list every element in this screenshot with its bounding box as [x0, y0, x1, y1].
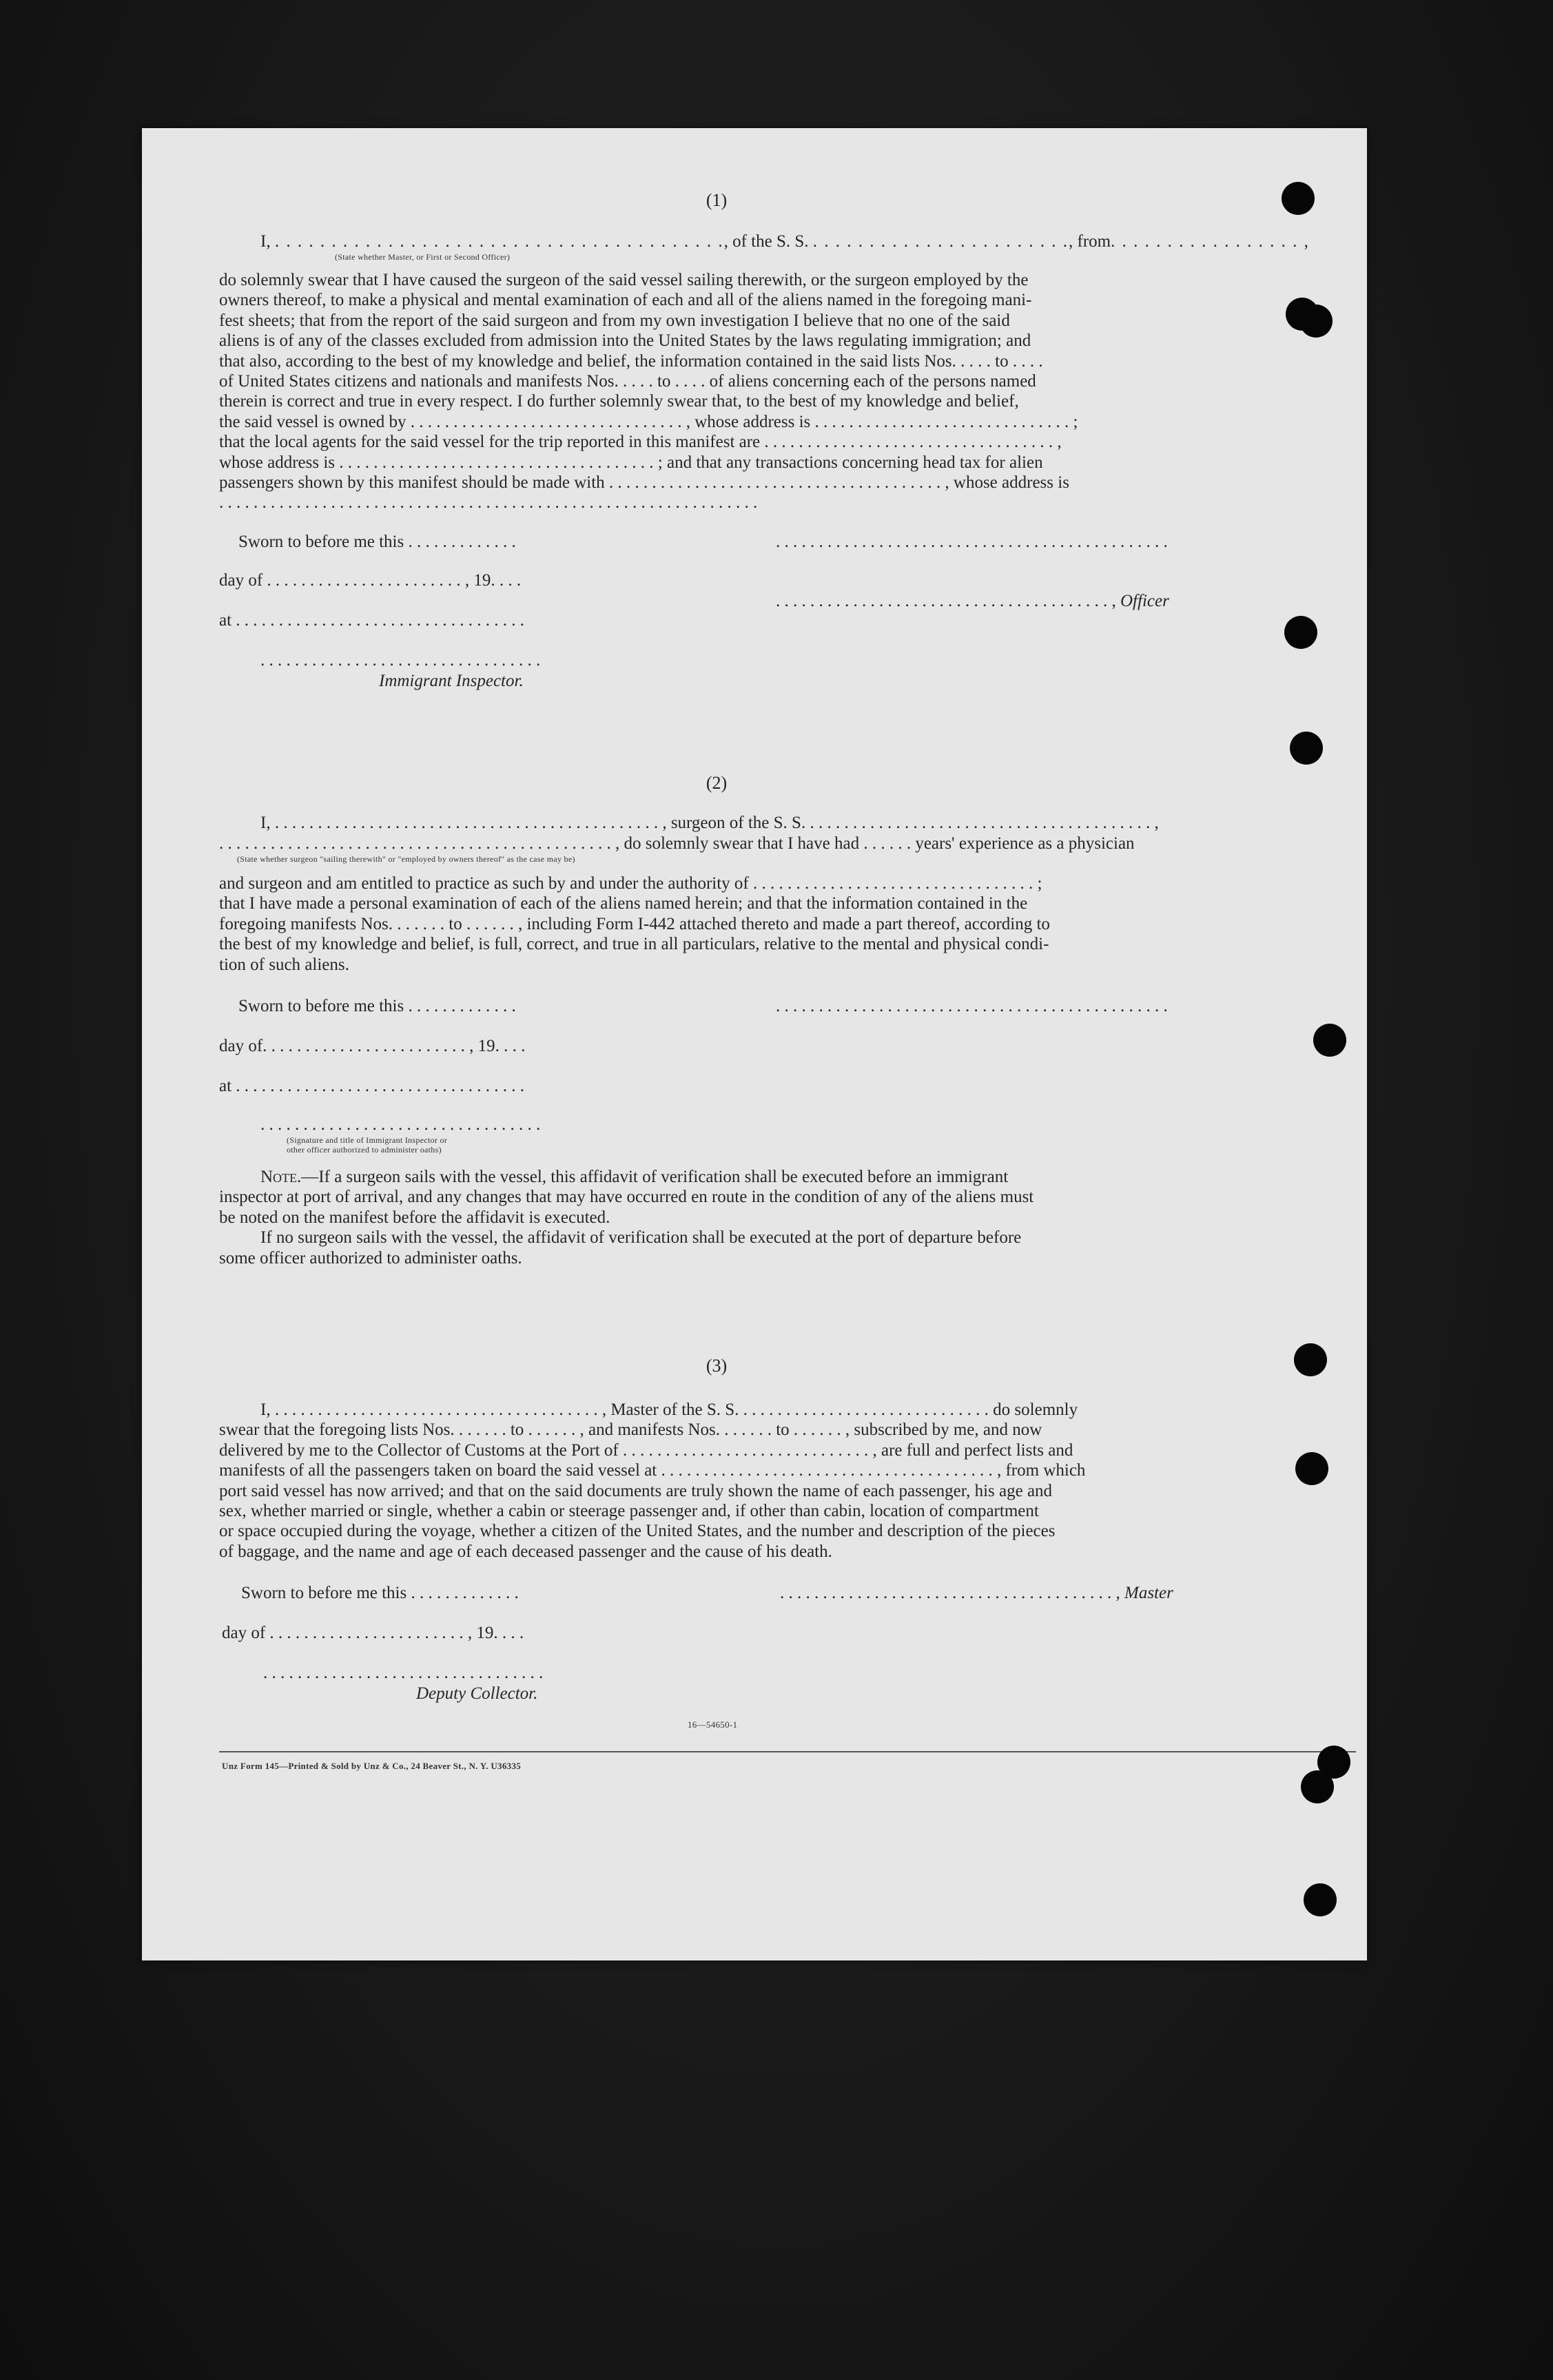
body-line: owners thereof, to make a physical and mental examination of each and all of the aliens named in the foregoing mani- — [219, 291, 1032, 310]
section-1-body — [219, 270, 1359, 513]
sworn-line-1: Sworn to before me this . . . . . . . . . . . . . — [238, 532, 516, 551]
printer-footer: Unz Form 145—Printed & Sold by Unz & Co., 24 Beaver St., N. Y. U36335 — [222, 1761, 522, 1771]
body-line: . . . . . . . . . . . . . . . . . . . . . . . . . . . . . . . . . . . . . . . . . . . . . . . . . . . . . . . . . . . . . . . — [219, 493, 758, 513]
section-3-body — [219, 1400, 1359, 1562]
sworn-line-2: Sworn to before me this . . . . . . . . . . . . . — [238, 997, 516, 1015]
section-2-caption: (State whether surgeon "sailing therewith" or "employed by owners thereof" as the case may be) — [237, 854, 575, 864]
form-code: 16—54650-1 — [688, 1719, 738, 1730]
body-line: do solemnly swear that I have caused the surgeon of the said vessel sailing therewith, or the surgeon employed by the — [219, 271, 1029, 289]
section-2-number: (2) — [706, 773, 728, 793]
section-2-note — [219, 1167, 1359, 1268]
body-line: of United States citizens and nationals and manifests Nos. . . . . to . . . . of aliens concerning each of the persons named — [219, 372, 1036, 391]
body-line: therein is correct and true in every respect. I do further solemnly swear that, to the best of my knowledge and belief, — [219, 392, 1019, 411]
body-line: and surgeon and am entitled to practice as such by and under the authority of . . . . . . . . . . . . . . . . . . . . . . . . . . . . . . . . . ; — [219, 874, 1042, 893]
punch-hole — [1299, 304, 1333, 338]
officer-line — [776, 591, 1169, 611]
officer-label: Officer — [1120, 592, 1169, 610]
section-2-body — [219, 873, 1359, 975]
sworn-line-3: Sworn to before me this . . . . . . . . . . . . . — [241, 1584, 519, 1602]
body-line: sex, whether married or single, whether a cabin or steerage passenger and, if other than cabin, location of compartment — [219, 1502, 1039, 1521]
body-line: the best of my knowledge and belief, is full, correct, and true in all particulars, relative to the mental and physical condi- — [219, 935, 1049, 954]
body-line: of baggage, and the name and age of each deceased passenger and the cause of his death. — [219, 1542, 832, 1561]
punch-hole — [1282, 182, 1315, 215]
body-line: or space occupied during the voyage, whether a citizen of the United States, and the number and description of the pieces — [219, 1522, 1056, 1541]
collector-label: Deputy Collector. — [416, 1684, 538, 1703]
section-2-line-1: I, . . . . . . . . . . . . . . . . . . . . . . . . . . . . . . . . . . . . . . . . . . . . . , surgeon of the S. S. . . . . . . . . . . . . . . . . . . . . . . . . . . . . . . . . . . . . . . . . , — [260, 814, 1159, 832]
inspector-signature-blank[interactable]: . . . . . . . . . . . . . . . . . . . . . . . . . . . . . . . . . — [260, 1115, 541, 1134]
signature-caption-2: other officer authorized to administer oaths) — [287, 1145, 442, 1155]
body-line: that also, according to the best of my knowledge and belief, the information contained in the said lists Nos. . . . . to . . . . — [219, 351, 1043, 371]
section-2-line-2: . . . . . . . . . . . . . . . . . . . . . . . . . . . . . . . . . . . . . . . . . . . . . . , do solemnly swear that I have had . . . . . . years' experience as a physician — [219, 834, 1135, 853]
body-line: I, . . . . . . . . . . . . . . . . . . . . . . . . . . . . . . . . . . . . . . , Master of the S. S. . . . . . . . . . . . . . . . . . . . . . . . . . . . . . do solemnly — [260, 1400, 1078, 1419]
punch-hole — [1313, 1024, 1346, 1057]
note-label: Note. — [260, 1168, 302, 1186]
master-line — [780, 1583, 1173, 1603]
section-1-header-line — [260, 231, 1310, 251]
body-line: passengers shown by this manifest should be made with . . . . . . . . . . . . . . . . . . . . . . . . . . . . . . . . . . . . . . . , whose address is — [219, 473, 1069, 493]
body-line: whose address is . . . . . . . . . . . . . . . . . . . . . . . . . . . . . . . . . . . . . ; and that any transactions concerning head tax for alien — [219, 453, 1043, 472]
inspector-blank[interactable]: . . . . . . . . . . . . . . . . . . . . . . . . . . . . . . . . . — [260, 651, 541, 670]
body-line: port said vessel has now arrived; and that on the said documents are truly shown the name of each passenger, his age and — [219, 1481, 1053, 1500]
punch-hole — [1295, 1452, 1328, 1485]
day-line-1: day of . . . . . . . . . . . . . . . . . . . . . . . , 19. . . . — [219, 571, 522, 590]
note-line: If no surgeon sails with the vessel, the affidavit of verification shall be executed at the port of departure before — [260, 1228, 1022, 1248]
signature-blank-1[interactable]: . . . . . . . . . . . . . . . . . . . . . . . . . . . . . . . . . . . . . . . . . . . . . . — [776, 532, 1168, 551]
signature-blank-2[interactable]: . . . . . . . . . . . . . . . . . . . . . . . . . . . . . . . . . . . . . . . . . . . . . . — [776, 997, 1168, 1015]
at-line-1: at . . . . . . . . . . . . . . . . . . . . . . . . . . . . . . . . . . — [219, 611, 525, 630]
note-line: be noted on the manifest before the affidavit is executed. — [219, 1208, 610, 1227]
officer-blank[interactable]: . . . . . . . . . . . . . . . . . . . . . . . . . . . . . . . . . . . . . . . , — [776, 592, 1116, 610]
body-line: delivered by me to the Collector of Customs at the Port of . . . . . . . . . . . . . . . . . . . . . . . . . . . . . , are full and perfect lists and — [219, 1440, 1073, 1460]
body-line: swear that the foregoing lists Nos. . . . . . . to . . . . . . , and manifests Nos. . . . . . . to . . . . . . , subscribed by me, and now — [219, 1420, 1042, 1440]
from-port-blank[interactable]: . . . . . . . . . . . . . . . . . , — [1111, 232, 1310, 251]
punch-hole — [1294, 1343, 1327, 1376]
vessel-name-blank[interactable]: . . . . . . . . . . . . . . . . . . . . . . . — [812, 232, 1069, 251]
text: , from — [1069, 232, 1111, 251]
section-1-number: (1) — [706, 190, 728, 210]
section-1-caption: (State whether Master, or First or Second Officer) — [335, 252, 511, 262]
day-line-2: day of. . . . . . . . . . . . . . . . . . . . . . . . , 19. . . . — [219, 1037, 526, 1055]
text: I, — [260, 232, 271, 251]
at-line-2: at . . . . . . . . . . . . . . . . . . . . . . . . . . . . . . . . . . — [219, 1077, 525, 1095]
body-line: foregoing manifests Nos. . . . . . . to . . . . . . , including Form I-442 attached thereto and made a part thereof, according to — [219, 914, 1050, 933]
punch-hole — [1301, 1770, 1334, 1803]
body-line: aliens is of any of the classes excluded from admission into the United States by the laws regulating immigration; and — [219, 331, 1031, 351]
signature-caption-1: (Signature and title of Immigrant Inspector or — [287, 1135, 448, 1145]
master-blank[interactable]: . . . . . . . . . . . . . . . . . . . . . . . . . . . . . . . . . . . . . . . , — [780, 1584, 1120, 1602]
body-line: tion of such aliens. — [219, 955, 349, 974]
body-line: the said vessel is owned by . . . . . . . . . . . . . . . . . . . . . . . . . . . . . . . . , whose address is . . . . . . . . . . . . . . . . . . . . . . . . . . . . . . ; — [219, 412, 1078, 431]
body-line: manifests of all the passengers taken on board the said vessel at . . . . . . . . . . . . . . . . . . . . . . . . . . . . . . . . . . . . . . . , from which — [219, 1461, 1086, 1480]
form-page — [142, 128, 1367, 1960]
punch-hole — [1284, 616, 1317, 649]
punch-hole — [1304, 1883, 1337, 1916]
master-officer-blank[interactable]: . . . . . . . . . . . . . . . . . . . . . . . . . . . . . . . . . . . . . . . . — [274, 232, 724, 251]
inspector-label: Immigrant Inspector. — [379, 672, 524, 690]
day-line-3: day of . . . . . . . . . . . . . . . . . . . . . . . , 19. . . . — [222, 1624, 524, 1642]
collector-blank[interactable]: . . . . . . . . . . . . . . . . . . . . . . . . . . . . . . . . . — [263, 1664, 544, 1682]
master-label: Master — [1124, 1584, 1173, 1602]
footer-rule — [219, 1751, 1356, 1752]
note-line: —If a surgeon sails with the vessel, this affidavit of verification shall be executed before an immigrant — [301, 1168, 1009, 1186]
body-line: that I have made a personal examination of each of the aliens named herein; and that the information contained in the — [219, 894, 1028, 913]
note-line: some officer authorized to administer oaths. — [219, 1248, 522, 1267]
body-line: fest sheets; that from the report of the said surgeon and from my own investigation I believe that no one of the said — [219, 311, 1010, 330]
body-line: that the local agents for the said vessel for the trip reported in this manifest are . . . . . . . . . . . . . . . . . . . . . . . . . . . . . . . . . . , — [219, 433, 1062, 452]
punch-hole — [1290, 732, 1323, 765]
note-line: inspector at port of arrival, and any changes that may have occurred en route in the condition of any of the aliens must — [219, 1188, 1034, 1207]
text: , of the S. S. — [723, 232, 809, 251]
section-3-number: (3) — [706, 1356, 728, 1376]
